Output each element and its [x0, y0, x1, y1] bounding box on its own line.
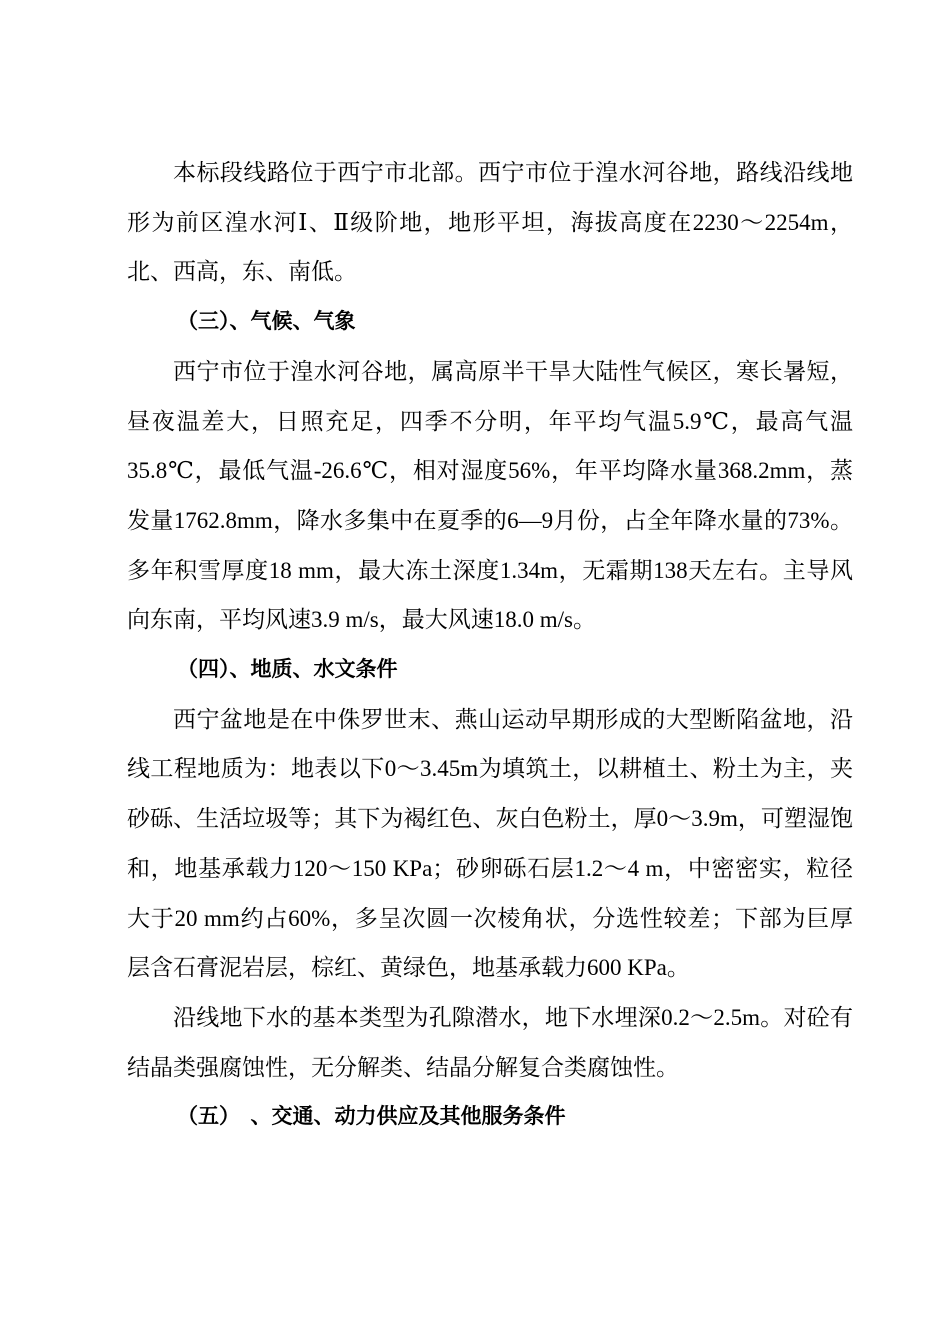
traffic-heading: （五） 、交通、动力供应及其他服务条件 — [177, 1104, 566, 1129]
document-body — [127, 148, 853, 1142]
climate-paragraph: 西宁市位于湟水河谷地，属高原半干旱大陆性气候区，寒长暑短，昼夜温差大，日照充足，四季不分明，年平均气温5.9℃，最高气温35.8℃，最低气温-26.6℃，相对湿度56%，年平均降水量368.2mm，蒸发量1762.8mm，降水多集中在夏季的6—9月份，占全年降水量的73%。多年积雪厚度18 mm，最大冻土深度1.34m，无霜期138天左右。主导风向东南，平均风速3.9 m/s，最大风速18.0 m/s。 — [127, 358, 853, 633]
climate-heading: （三）、气候、气象 — [177, 309, 356, 334]
geology-heading: （四）、地质、水文条件 — [177, 657, 398, 682]
terrain-paragraph: 本标段线路位于西宁市北部。西宁市位于湟水河谷地，路线沿线地形为前区湟水河Ⅰ、Ⅱ级阶地，地形平坦，海拔高度在2230～2254m，北、西高，东、南低。 — [127, 160, 853, 285]
geology-paragraph: 西宁盆地是在中侏罗世末、燕山运动早期形成的大型断陷盆地，沿线工程地质为：地表以下0～3.45m为填筑土，以耕植土、粉土为主，夹砂砾、生活垃圾等；其下为褐红色、灰白色粉土，厚0～3.9m，可塑湿饱和，地基承载力120～150 KPa；砂卵砾石层1.2～4 m，中密密实，粒径大于20 mm约占60%，多呈次圆一次棱角状，分选性较差；下部为巨厚层含石膏泥岩层，棕红、黄绿色，地基承载力600 KPa。 — [127, 706, 853, 981]
groundwater-paragraph: 沿线地下水的基本类型为孔隙潜水，地下水埋深0.2～2.5m。对砼有结晶类强腐蚀性，无分解类、结晶分解复合类腐蚀性。 — [127, 1004, 853, 1080]
